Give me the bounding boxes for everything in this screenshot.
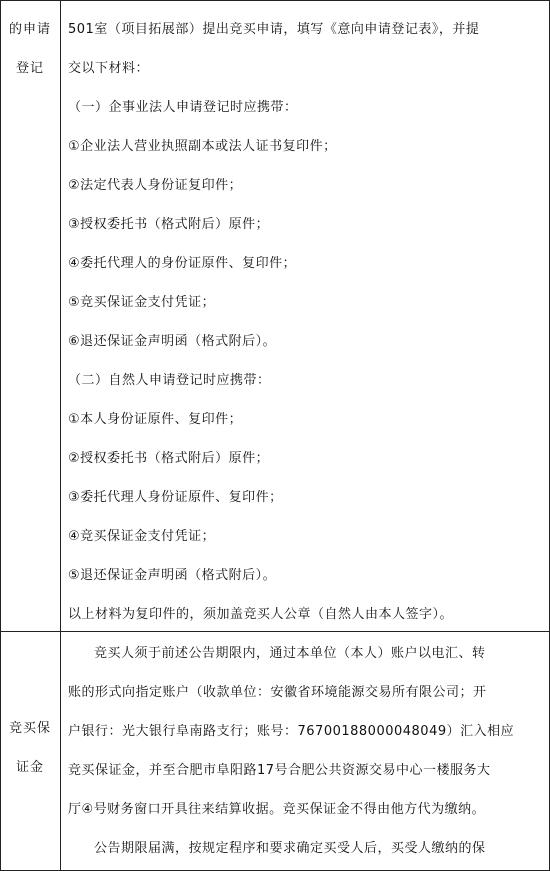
content-line: 账的形式向指定账户（收款单位：安徽省环境能源交易所有限公司；开	[68, 685, 487, 700]
content-line: ②授权委托书（格式附后）原件；	[68, 451, 270, 466]
content-line: ①本人身份证原件、复印件；	[68, 412, 243, 427]
content-line: ④委托代理人的身份证原件、复印件；	[68, 256, 297, 271]
content-line: 户银行：光大银行阜南路支行；账号：76700188000048049）汇入相应	[68, 724, 515, 739]
content-line: ③授权委托书（格式附后）原件；	[68, 217, 270, 232]
column-divider	[60, 0, 61, 871]
content-line: 以上材料为复印件的，须加盖竞买人公章（自然人由本人签字）。	[68, 607, 454, 622]
content-line: 竞买人须于前述公告期限内，通过本单位（本人）账户以电汇、转	[94, 646, 486, 661]
table-left-border	[0, 0, 1, 871]
content-line: （二）自然人申请登记时应携带：	[68, 373, 271, 388]
row-label-line: 证金	[15, 760, 44, 775]
content-line: ②法定代表人身份证复印件；	[68, 178, 243, 193]
content-line: 公告期限届满，按规定程序和要求确定买受人后，买受人缴纳的保	[94, 841, 486, 856]
content-line: 竞买保证金，并至合肥市阜阳路17号合肥公共资源交易中心一楼服务大	[68, 763, 491, 778]
table-top-border	[0, 0, 550, 1]
content-line: （一）企事业法人申请登记时应携带：	[68, 100, 298, 115]
row-label-line: 登记	[15, 61, 44, 76]
row-label-line: 竞买保	[8, 721, 51, 736]
content-line: 交以下材料：	[68, 61, 150, 76]
content-line: ③委托代理人身份证原件、复印件；	[68, 490, 283, 505]
row-divider	[0, 631, 550, 632]
row-label-line: 的申请	[8, 22, 51, 37]
content-line: ⑥退还保证金声明函（格式附后）。	[68, 334, 277, 349]
content-line: 501室（项目拓展部）提出竞买申请，填写《意向申请登记表》，并提	[68, 22, 480, 37]
content-line: ⑤退还保证金声明函（格式附后）。	[68, 568, 277, 583]
content-line: ⑤竞买保证金支付凭证；	[68, 295, 216, 310]
content-line: 厅④号财务窗口开具往来结算收据。竞买保证金不得由他方代为缴纳。	[68, 802, 486, 817]
content-line: ①企业法人营业执照副本或法人证书复印件；	[68, 139, 337, 154]
content-line: ④竞买保证金支付凭证；	[68, 529, 216, 544]
